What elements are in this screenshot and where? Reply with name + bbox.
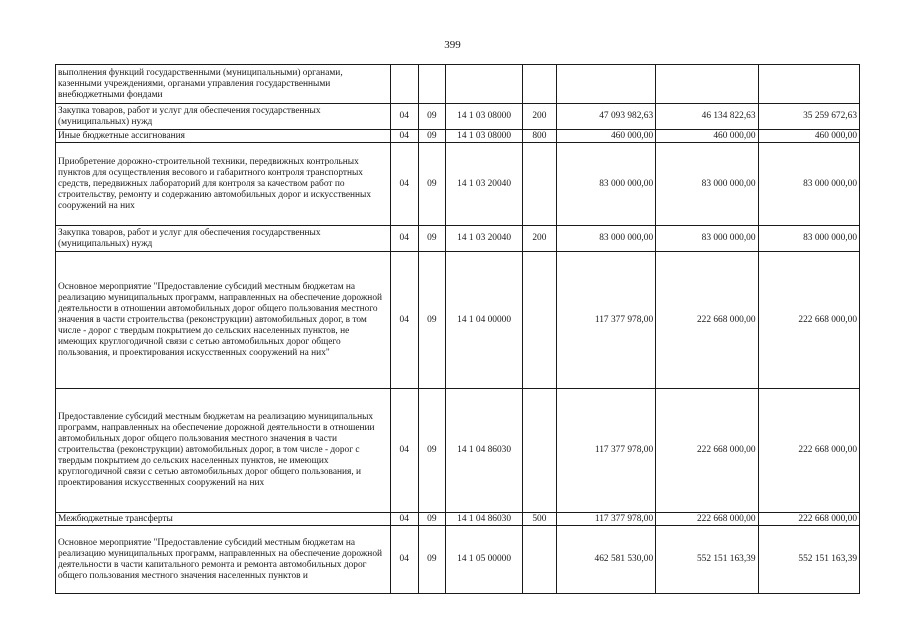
- target-article-code: [446, 65, 523, 104]
- amount-year-1: 83 000 000,00: [556, 226, 655, 252]
- amount-year-3: 222 668 000,00: [758, 252, 859, 389]
- row-name: Закупка товаров, работ и услуг для обеспечения государственных (муниципальных) нужд: [56, 104, 391, 130]
- table-row: [56, 130, 860, 143]
- section-code: 04: [390, 513, 418, 526]
- expense-type-code: [523, 143, 557, 226]
- row-name: Межбюджетные трансферты: [56, 513, 391, 526]
- subsection-code: 09: [418, 513, 446, 526]
- target-article-code: 14 1 03 08000: [446, 104, 523, 130]
- expense-type-code: [523, 389, 557, 513]
- expense-type-code: [523, 65, 557, 104]
- expense-type-code: [523, 252, 557, 389]
- section-code: [390, 65, 418, 104]
- budget-table: [55, 64, 860, 594]
- row-name: Иные бюджетные ассигнования: [56, 130, 391, 143]
- amount-year-3: 222 668 000,00: [758, 513, 859, 526]
- subsection-code: 09: [418, 143, 446, 226]
- subsection-code: 09: [418, 252, 446, 389]
- section-code: 04: [390, 143, 418, 226]
- row-name: Приобретение дорожно-строительной техники, передвижных контрольных пунктов для осуществления весового и габаритного контроля транспортных средств, передвижных лабораторий для контроля за качеством работ по строительству, ремонту и содержанию автомобильных дорог и искусственных сооружений на них: [56, 143, 391, 226]
- subsection-code: 09: [418, 389, 446, 513]
- target-article-code: 14 1 04 86030: [446, 389, 523, 513]
- amount-year-3: [758, 65, 859, 104]
- amount-year-2: 222 668 000,00: [656, 252, 758, 389]
- amount-year-2: 460 000,00: [656, 130, 758, 143]
- amount-year-1: 462 581 530,00: [556, 526, 655, 594]
- row-name: Предоставление субсидий местным бюджетам на реализацию муниципальных программ, направленных на обеспечение дорожной деятельности в отношении автомобильных дорог общего пользования местного значения в части строительства (реконструкции) автомобильных дорог, в том числе - дорог с твердым покрытием до сельских населенных пунктов, не имеющих круглогодичной связи с сетью автомобильных дорог общего пользования, и проектирования искусственных сооружений на них: [56, 389, 391, 513]
- expense-type-code: [523, 526, 557, 594]
- row-name: Основное мероприятие "Предоставление субсидий местным бюджетам на реализацию муниципальных программ, направленных на обеспечение дорожной деятельности в отношении автомобильных дорог общего пользования местного значения в части строительства (реконструкции) автомобильных дорог, в том числе - дорог с твердым покрытием до сельских населенных пунктов, не имеющих круглогодичной связи с сетью автомобильных дорог общего пользования, и проектирования искусственных сооружений на них": [56, 252, 391, 389]
- amount-year-3: 460 000,00: [758, 130, 859, 143]
- amount-year-3: 552 151 163,39: [758, 526, 859, 594]
- table-row: [56, 65, 860, 104]
- expense-type-code: 200: [523, 226, 557, 252]
- amount-year-3: 83 000 000,00: [758, 143, 859, 226]
- subsection-code: 09: [418, 104, 446, 130]
- amount-year-2: 222 668 000,00: [656, 389, 758, 513]
- section-code: 04: [390, 226, 418, 252]
- section-code: 04: [390, 130, 418, 143]
- row-name: Закупка товаров, работ и услуг для обеспечения государственных (муниципальных) нужд: [56, 226, 391, 252]
- table-row: [56, 104, 860, 130]
- expense-type-code: 200: [523, 104, 557, 130]
- amount-year-2: [656, 65, 758, 104]
- amount-year-3: 35 259 672,63: [758, 104, 859, 130]
- section-code: 04: [390, 252, 418, 389]
- expense-type-code: 500: [523, 513, 557, 526]
- table-row: [56, 252, 860, 389]
- subsection-code: 09: [418, 526, 446, 594]
- amount-year-2: 222 668 000,00: [656, 513, 758, 526]
- row-name: выполнения функций государственными (муниципальными) органами, казенными учреждениями, органами управления государственными внебюджетными фондами: [56, 65, 391, 104]
- amount-year-3: 83 000 000,00: [758, 226, 859, 252]
- amount-year-3: 222 668 000,00: [758, 389, 859, 513]
- amount-year-1: [556, 65, 655, 104]
- section-code: 04: [390, 389, 418, 513]
- table-row: [56, 513, 860, 526]
- amount-year-1: 117 377 978,00: [556, 252, 655, 389]
- page-number: 399: [444, 39, 461, 51]
- target-article-code: 14 1 03 20040: [446, 226, 523, 252]
- table-row: [56, 526, 860, 594]
- target-article-code: 14 1 03 20040: [446, 143, 523, 226]
- amount-year-1: 83 000 000,00: [556, 143, 655, 226]
- target-article-code: 14 1 04 00000: [446, 252, 523, 389]
- amount-year-2: 83 000 000,00: [656, 143, 758, 226]
- amount-year-2: 83 000 000,00: [656, 226, 758, 252]
- amount-year-2: 46 134 822,63: [656, 104, 758, 130]
- table-row: [56, 143, 860, 226]
- target-article-code: 14 1 05 00000: [446, 526, 523, 594]
- table-row: [56, 389, 860, 513]
- subsection-code: [418, 65, 446, 104]
- section-code: 04: [390, 104, 418, 130]
- amount-year-1: 117 377 978,00: [556, 389, 655, 513]
- amount-year-1: 47 093 982,63: [556, 104, 655, 130]
- target-article-code: 14 1 04 86030: [446, 513, 523, 526]
- subsection-code: 09: [418, 226, 446, 252]
- section-code: 04: [390, 526, 418, 594]
- amount-year-1: 460 000,00: [556, 130, 655, 143]
- expense-type-code: 800: [523, 130, 557, 143]
- target-article-code: 14 1 03 08000: [446, 130, 523, 143]
- table-row: [56, 226, 860, 252]
- amount-year-2: 552 151 163,39: [656, 526, 758, 594]
- row-name: Основное мероприятие "Предоставление субсидий местным бюджетам на реализацию муниципальных программ, направленных на обеспечение дорожной деятельности в части капитального ремонта и ремонта автомобильных дорог общего пользования местного значения населенных пунктов и: [56, 526, 391, 594]
- amount-year-1: 117 377 978,00: [556, 513, 655, 526]
- subsection-code: 09: [418, 130, 446, 143]
